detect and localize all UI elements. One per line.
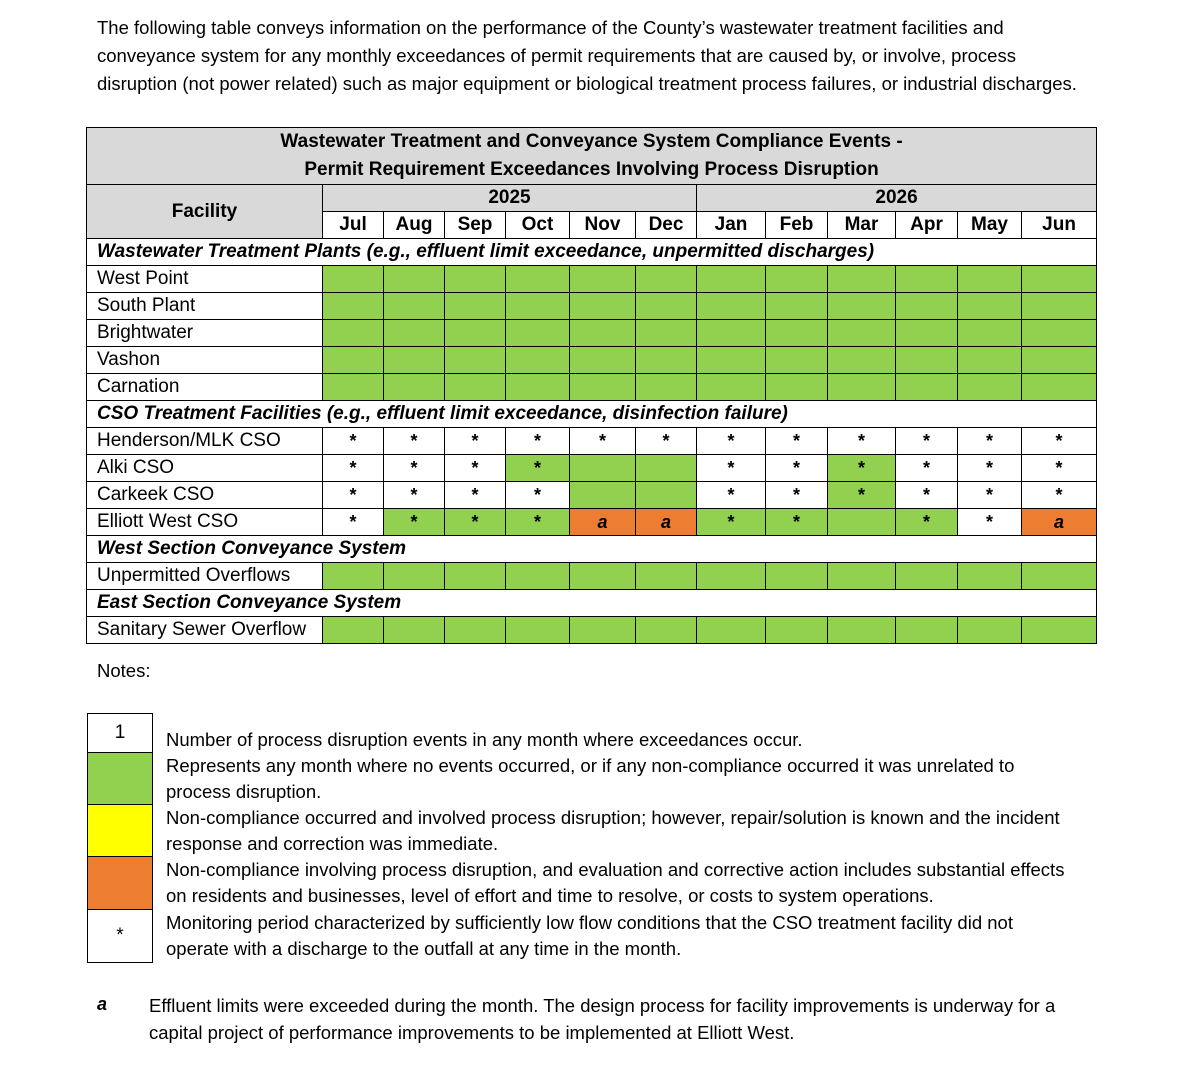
status-cell (636, 455, 697, 482)
status-cell: * (958, 428, 1022, 455)
month-header: Jun (1022, 212, 1097, 239)
status-cell: a (570, 509, 636, 536)
status-cell (445, 563, 506, 590)
status-cell (506, 563, 570, 590)
status-cell (570, 347, 636, 374)
status-cell: * (958, 509, 1022, 536)
status-cell (766, 347, 828, 374)
status-cell (570, 374, 636, 401)
status-cell (506, 347, 570, 374)
status-cell (828, 293, 896, 320)
month-header: Mar (828, 212, 896, 239)
section-label: Wastewater Treatment Plants (e.g., effluent limit exceedance, unpermitted discharges) (87, 239, 1097, 266)
status-cell (828, 617, 896, 644)
facility-name: South Plant (87, 293, 323, 320)
status-cell (828, 266, 896, 293)
legend-swatch (87, 753, 153, 805)
legend-text: Monitoring period characterized by sufficiently low flow conditions that the CSO treatment facility did not operate with a discharge to the outfall at any time in the month. (166, 912, 1013, 959)
facility-row (87, 347, 1097, 374)
section-row (87, 590, 1097, 617)
status-cell: * (323, 428, 384, 455)
status-cell (828, 374, 896, 401)
status-cell: * (896, 428, 958, 455)
status-cell (1022, 266, 1097, 293)
status-cell: * (896, 482, 958, 509)
status-cell (1022, 563, 1097, 590)
status-cell (766, 266, 828, 293)
status-cell (697, 617, 766, 644)
legend-text: Non-compliance involving process disruption, and evaluation and corrective action includes substantial effects on residents and businesses, level of effort and time to resolve, or costs to system operations. (166, 859, 1065, 906)
facility-name: Sanitary Sewer Overflow (87, 617, 323, 644)
status-cell (445, 617, 506, 644)
table-title (87, 128, 1097, 185)
section-label: West Section Conveyance System (87, 536, 1097, 563)
status-cell: * (506, 428, 570, 455)
facility-header: Facility (87, 185, 323, 239)
status-cell: * (384, 509, 445, 536)
status-cell: * (828, 482, 896, 509)
status-cell (636, 617, 697, 644)
status-cell (636, 320, 697, 347)
status-cell: * (384, 482, 445, 509)
status-cell: * (445, 455, 506, 482)
month-header: Aug (384, 212, 445, 239)
status-cell (323, 563, 384, 590)
status-cell (506, 266, 570, 293)
status-cell: * (697, 428, 766, 455)
facility-row (87, 428, 1097, 455)
status-cell (506, 320, 570, 347)
status-cell (766, 563, 828, 590)
status-cell (958, 320, 1022, 347)
facility-row (87, 455, 1097, 482)
status-cell (384, 320, 445, 347)
facility-name: Elliott West CSO (87, 509, 323, 536)
status-cell: * (384, 455, 445, 482)
status-cell (697, 374, 766, 401)
status-cell: * (828, 455, 896, 482)
status-cell: * (896, 455, 958, 482)
footnote-text: Effluent limits were exceeded during the month. The design process for facility improvements is underway for a capital project of performance improvements to be implemented at Elliott West. (149, 995, 1056, 1043)
status-cell (896, 374, 958, 401)
facility-row (87, 293, 1097, 320)
status-cell (636, 266, 697, 293)
status-cell (570, 266, 636, 293)
status-cell (697, 320, 766, 347)
status-cell (636, 347, 697, 374)
status-cell: a (636, 509, 697, 536)
status-cell: * (958, 482, 1022, 509)
section-row (87, 401, 1097, 428)
facility-name: Alki CSO (87, 455, 323, 482)
month-header: Dec (636, 212, 697, 239)
table-title-line2: Permit Requirement Exceedances Involving Process Disruption (304, 159, 879, 180)
status-cell (766, 617, 828, 644)
status-cell: * (766, 455, 828, 482)
status-cell: * (445, 482, 506, 509)
month-header: Nov (570, 212, 636, 239)
status-cell (445, 374, 506, 401)
section-label: CSO Treatment Facilities (e.g., effluent limit exceedance, disinfection failure) (87, 401, 1097, 428)
status-cell (384, 266, 445, 293)
year-2026-header: 2026 (697, 185, 1097, 212)
status-cell: * (766, 428, 828, 455)
facility-row (87, 563, 1097, 590)
section-label: East Section Conveyance System (87, 590, 1097, 617)
status-cell (384, 293, 445, 320)
status-cell (766, 320, 828, 347)
status-cell (697, 266, 766, 293)
status-cell (384, 617, 445, 644)
status-cell (828, 347, 896, 374)
legend-swatch (87, 805, 153, 857)
status-cell (445, 347, 506, 374)
compliance-table (86, 127, 1097, 644)
status-cell: * (1022, 428, 1097, 455)
table-title-line1: Wastewater Treatment and Conveyance System Compliance Events - (280, 131, 903, 152)
facility-name: Unpermitted Overflows (87, 563, 323, 590)
status-cell: * (323, 455, 384, 482)
status-cell (828, 509, 896, 536)
status-cell: * (697, 509, 766, 536)
footnote-mark: a (97, 994, 108, 1014)
status-cell: * (1022, 455, 1097, 482)
status-cell: * (697, 455, 766, 482)
status-cell (958, 617, 1022, 644)
status-cell (896, 293, 958, 320)
status-cell: * (323, 482, 384, 509)
facility-name: Vashon (87, 347, 323, 374)
status-cell (1022, 617, 1097, 644)
status-cell (896, 347, 958, 374)
status-cell: * (766, 509, 828, 536)
status-cell (766, 293, 828, 320)
status-cell (697, 563, 766, 590)
status-cell: * (1022, 482, 1097, 509)
status-cell (570, 482, 636, 509)
status-cell (506, 293, 570, 320)
facility-name: Carkeek CSO (87, 482, 323, 509)
status-cell (323, 374, 384, 401)
month-header: Oct (506, 212, 570, 239)
status-cell (1022, 293, 1097, 320)
status-cell (958, 266, 1022, 293)
legend-text: Non-compliance occurred and involved process disruption; however, repair/solution is known and the incident response and correction was immediate. (166, 807, 1060, 854)
status-cell (445, 320, 506, 347)
status-cell (896, 617, 958, 644)
status-cell (445, 293, 506, 320)
year-2025-header: 2025 (323, 185, 697, 212)
status-cell (506, 617, 570, 644)
status-cell: * (636, 428, 697, 455)
legend-swatch (87, 857, 153, 910)
month-header: Sep (445, 212, 506, 239)
facility-name: Henderson/MLK CSO (87, 428, 323, 455)
status-cell: * (766, 482, 828, 509)
status-cell (896, 266, 958, 293)
status-cell (958, 347, 1022, 374)
status-cell (384, 374, 445, 401)
facility-name: Brightwater (87, 320, 323, 347)
month-header: Jul (323, 212, 384, 239)
status-cell (323, 293, 384, 320)
facility-row (87, 266, 1097, 293)
status-cell (958, 563, 1022, 590)
status-cell (958, 293, 1022, 320)
facility-row (87, 320, 1097, 347)
status-cell (1022, 320, 1097, 347)
status-cell: a (1022, 509, 1097, 536)
status-cell: * (384, 428, 445, 455)
legend-swatch: 1 (87, 713, 153, 753)
facility-row (87, 509, 1097, 536)
status-cell (384, 563, 445, 590)
status-cell: * (570, 428, 636, 455)
section-row (87, 536, 1097, 563)
status-cell: * (896, 509, 958, 536)
status-cell (323, 320, 384, 347)
facility-name: West Point (87, 266, 323, 293)
facility-row (87, 482, 1097, 509)
status-cell (1022, 347, 1097, 374)
status-cell: * (445, 509, 506, 536)
status-cell (570, 455, 636, 482)
section-row (87, 239, 1097, 266)
status-cell (323, 347, 384, 374)
status-cell (445, 266, 506, 293)
status-cell (697, 293, 766, 320)
status-cell (384, 347, 445, 374)
status-cell (570, 563, 636, 590)
facility-name: Carnation (87, 374, 323, 401)
status-cell: * (506, 482, 570, 509)
status-cell (828, 563, 896, 590)
status-cell (1022, 374, 1097, 401)
facility-row (87, 617, 1097, 644)
status-cell (958, 374, 1022, 401)
status-cell: * (506, 455, 570, 482)
month-header: Apr (896, 212, 958, 239)
month-header: Jan (697, 212, 766, 239)
status-cell (766, 374, 828, 401)
status-cell (896, 563, 958, 590)
status-cell: * (958, 455, 1022, 482)
status-cell: * (323, 509, 384, 536)
facility-row (87, 374, 1097, 401)
legend-text: Represents any month where no events occurred, or if any non-compliance occurred it was unrelated to process disruption. (166, 755, 1015, 802)
month-header: May (958, 212, 1022, 239)
status-cell (570, 320, 636, 347)
intro-paragraph: The following table conveys information on the performance of the County’s wastewater treatment facilities and conveyance system for any monthly exceedances of permit requirements that are caused by, or involve, process disruption (not power related) such as major equipment or biological treatment process failures, or industrial discharges. (97, 17, 1077, 94)
status-cell (506, 374, 570, 401)
status-cell (636, 293, 697, 320)
status-cell (828, 320, 896, 347)
status-cell (636, 482, 697, 509)
status-cell (570, 617, 636, 644)
status-cell (636, 374, 697, 401)
status-cell (636, 563, 697, 590)
legend-swatch: * (87, 910, 153, 963)
month-header: Feb (766, 212, 828, 239)
status-cell (896, 320, 958, 347)
status-cell: * (445, 428, 506, 455)
legend-text: Number of process disruption events in any month where exceedances occur. (166, 729, 803, 750)
status-cell (323, 266, 384, 293)
status-cell: * (506, 509, 570, 536)
status-cell (570, 293, 636, 320)
status-cell: * (697, 482, 766, 509)
notes-label: Notes: (97, 660, 151, 681)
status-cell (697, 347, 766, 374)
status-cell: * (828, 428, 896, 455)
status-cell (323, 617, 384, 644)
